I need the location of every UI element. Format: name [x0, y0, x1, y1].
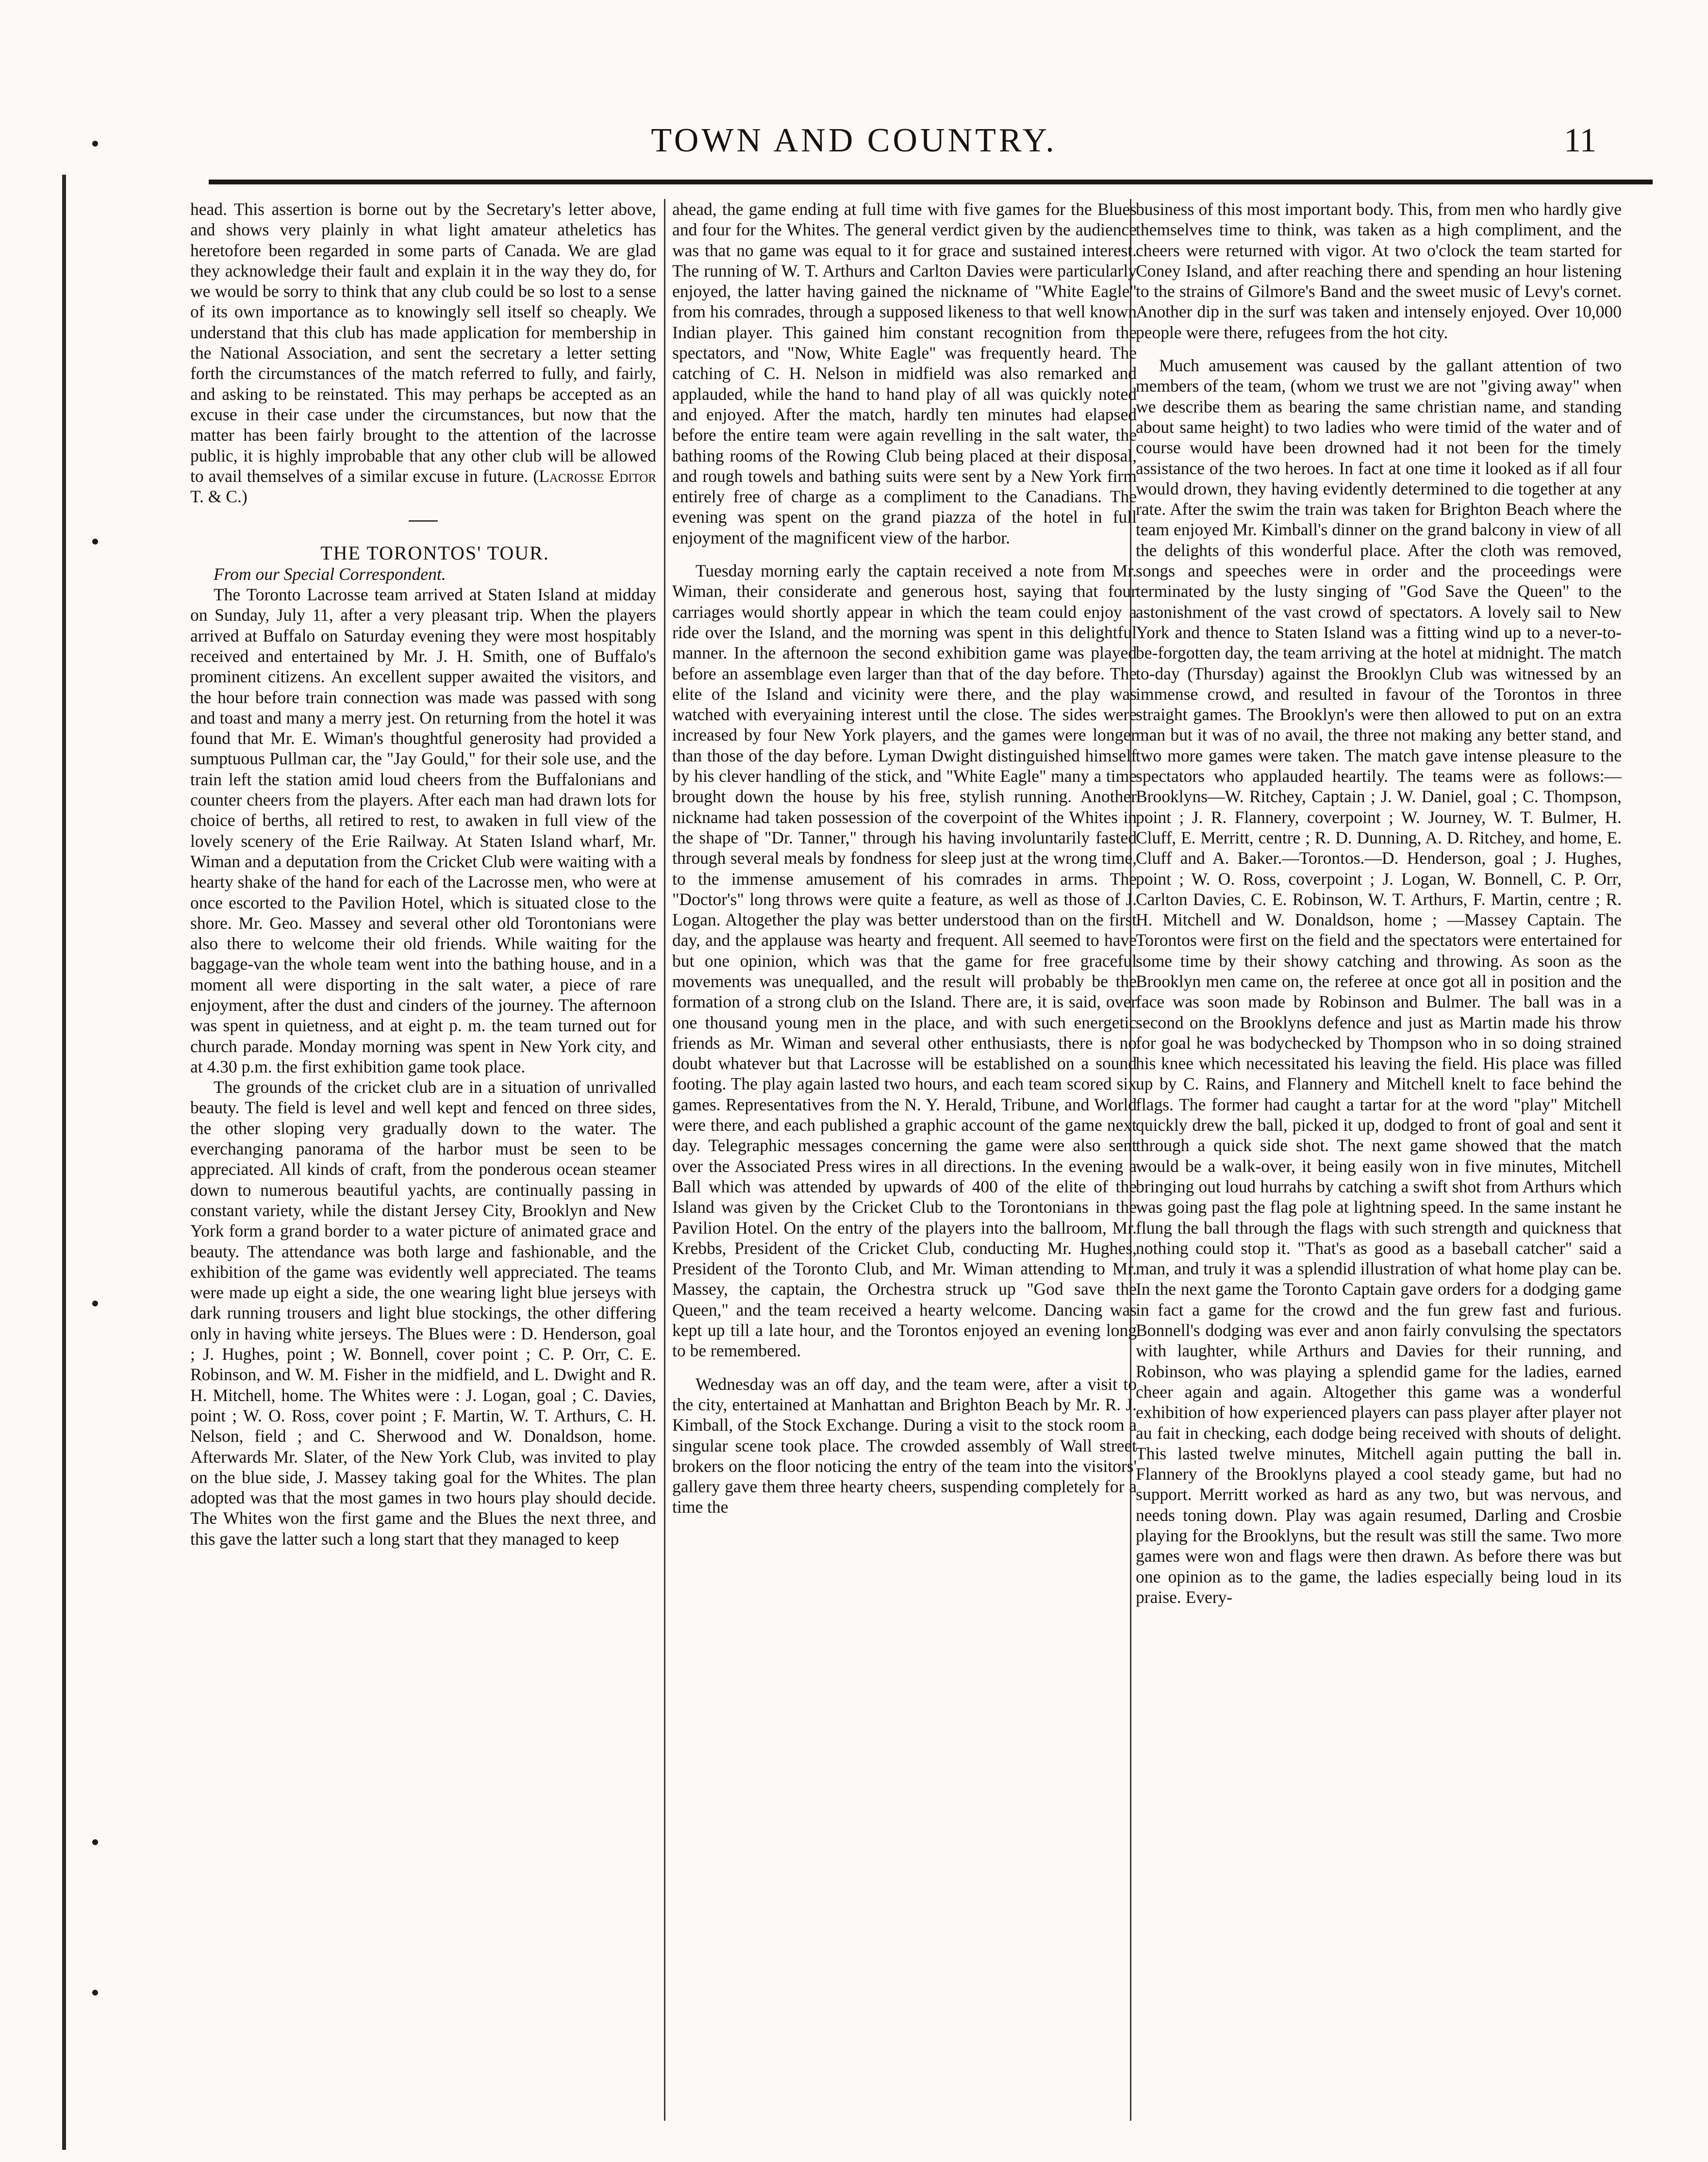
margin-mark [92, 539, 98, 545]
column-3 [1136, 199, 1622, 1607]
binding-edge [62, 175, 66, 2150]
article-paragraph: The grounds of the cricket club are in a situation of unrivalled beauty. The field is level and well kept and fenced on three sides, the other sloping very gradually down to the water. The everchanging panorama of the harbor must be seen to be appreciated. All kinds of craft, from the ponderous ocean steamer down to numerous beautiful yachts, are continually passing in constant variety, while the distant Jersey City, Brooklyn and New York form a grand border to a water picture of animated grace and beauty. The attendance was both large and fashionable, and the exhibition of the game was evidently well appreciated. The teams were made up eight a side, the one wearing light blue jerseys with dark running trousers and light blue stockings, the other differing only in having white jerseys. The Blues were : D. Henderson, goal ; J. Hughes, point ; W. Bonnell, cover point ; C. P. Orr, C. E. Robinson, and W. M. Fisher in the midfield, and L. Dwight and R. H. Mitchell, home. The Whites were : J. Logan, goal ; C. Davies, point ; W. O. Ross, cover point ; F. Martin, W. T. Arthurs, C. H. Nelson, field ; and C. Sherwood and W. Donaldson, home. Afterwards Mr. Slater, of the New York Club, was invited to play on the blue side, J. Massey taking goal for the Whites. The plan adopted was that the most games in two hours play should decide. The Whites won the first game and the Blues the next three, and this gave the latter such a long start that they managed to keep [190, 1077, 656, 1549]
page-masthead: TOWN AND COUNTRY. [651, 122, 1057, 159]
header-rule [209, 180, 1653, 184]
section-separator [409, 520, 438, 522]
article-paragraph: ahead, the game ending at full time with five games for the Blues and four for the Whites. The general verdict given by the audience was that no game was equal to it for grace and sustained interest. The running of W. T. Arthurs and Carlton Davies were particularly enjoyed, the latter having gained the nickname of "White Eagle" from his comrades, through a supposed likeness to that well known Indian player. This gained him constant recognition from the spectators, and "Now, White Eagle" was frequently heard. The catching of C. H. Nelson in midfield was also remarked and applauded, while the hand to hand play of all was quickly noted and enjoyed. After the match, hardly ten minutes had elapsed before the entire team were again revelling in the salt water, the bathing rooms of the Rowing Club being placed at their disposal, and rough towels and bathing suits were sent by a New York firm entirely free of charge as a compliment to the Canadians. The evening was spent on the grand piazza of the hotel in full enjoyment of the magnificent view of the harbor. [672, 199, 1137, 547]
article-paragraph [190, 199, 656, 507]
article-paragraph: Wednesday was an off day, and the team were, after a visit to the city, entertained at Manhattan and Brighton Beach by Mr. R. J. Kimball, of the Stock Exchange. During a visit to the stock room a singular scene took place. The crowded assembly of Wall street brokers on the floor noticing the entry of the team into the visitors' gallery gave them three hearty cheers, suspending completely for a time the [672, 1374, 1137, 1517]
article-heading: THE TORONTOS' TOUR. [320, 542, 549, 564]
paragraph-text: head. This assertion is borne out by the Secretary's letter above, and shows very plainly in what light amateur atheletics has heretofore been regarded in some parts of Canada. We are glad they acknowledge their fault and explain it in the way they do, for we would be sorry to think that any club could be so lost to a sense of its own importance as to knowingly sell itself so cheaply. We understand that this club has made application for membership in the National Association, and sent the secretary a letter setting forth the circumstances of the match referred to fully, and fairly, and asking to be reinstated. This may perhaps be accepted as an excuse in their case under the circumstances, but now that the matter has been fairly brought to the attention of the lacrosse public, it is highly improbable that any other club will be allowed to avail themselves of a similar excuse in future. [190, 199, 656, 486]
article-paragraph: Much amusement was caused by the gallant attention of two members of the team, (whom we trust we are not "giving away" when we describe them as bearing the same christian name, and standing about same height) to two ladies who were timid of the water and of course would have been drowned had it not been for the timely assistance of the two heroes. In fact at one time it looked as if all four would drown, they having evidently determined to die together at any rate. After the swim the train was taken for Brighton Beach where the team enjoyed Mr. Kimball's dinner on the grand balcony in view of all the delights of this wonderful place. After the cloth was removed, songs and speeches were in order and the proceedings were terminated by the lusty singing of "God Save the Queen" to the astonishment of the vast crowd of spectators. A lovely sail to New York and thence to Staten Island was a fitting wind up to a never-to-be-forgotten day, the team arriving at the hotel at midnight. The match to-day (Thursday) against the Brooklyn Club was witnessed by an immense crowd, and resulted in favour of the Torontos in three straight games. The Brooklyn's were then allowed to put on an extra man but it was of no avail, the three not making any better stand, and two more games were taken. The match gave intense pleasure to the spectators who applauded heartily. The teams were as follows:—Brooklyns—W. Ritchey, Captain ; J. W. Daniel, goal ; C. Thompson, point ; J. R. Flannery, coverpoint ; W. Journey, W. T. Bulmer, H. Cluff, E. Merritt, centre ; R. D. Dunning, A. D. Ritchey, and home, E. Cluff and A. Baker.—Torontos.—D. Henderson, goal ; J. Hughes, point ; W. O. Ross, coverpoint ; J. Logan, W. Bonnell, C. P. Orr, Carlton Davies, C. E. Robinson, W. T. Arthurs, F. Martin, centre ; R. H. Mitchell and W. Donaldson, home ; —Massey Captain. The Torontos were first on the field and the spectators were entertained for some time by their showy catching and throwing. As soon as the Brooklyn men came on, the referee at once got all in position and the face was soon made by Robinson and Bulmer. The ball was in a second on the Brooklyns defence and just as Martin made his throw for goal he was bodychecked by Thompson who in so doing strained his knee which necessitated his leaving the field. His place was filled up by C. Rains, and Flannery and Mitchell knelt to face behind the flags. The former had caught a tartar for at the word "play" Mitchell quickly drew the ball, picked it up, dodged to front of goal and sent it through a quick side shot. The next game showed that the match would be a walk-over, it being easily won in five minutes, Mitchell bringing out loud hurrahs by catching a swift shot from Arthurs which was going past the flag pole at lightning speed. In the same instant he flung the ball through the flags with such strength and quickness that nothing could stop it. "That's as good as a baseball catcher" said a man, and truly it was a splendid illustration of what home play can be. In the next game the Toronto Captain gave orders for a dodging game in fact a game for the crowd and the fun grew fast and furious. Bonnell's dodging was ever and anon fairly convulsing the spectators with laughter, while Arthurs and Davies for their running, and Robinson, who was playing a splendid game for the ladies, earned cheer again and again. Altogether this game was a wonderful exhibition of how experienced players can pass player after player not au fait in checking, each dodge being received with shouts of delight. This lasted twelve minutes, Mitchell again putting the ball in. Flannery of the Brooklyns played a cool steady game, but had no support. Merritt worked as hard as any two, but was nervous, and needs toning down. Play was again resumed, Darling and Crosbie playing for the Brooklyns, but the result was still the same. Two more games were won and flags were then drawn. As before there was but one opinion as to the game, the ladies especially being loud in its praise. Every- [1136, 356, 1622, 1607]
margin-mark [92, 1839, 98, 1845]
article-paragraph: business of this most important body. This, from men who hardly give themselves time to think, was taken as a high compliment, and the cheers were returned with vigor. At two o'clock the team started for Coney Island, and after reaching there and spending an hour listening to the strains of Gilmore's Band and the sweet music of Levy's cornet. Another dip in the surf was taken and intensely enjoyed. Over 10,000 people were there, refugees from the hot city. [1136, 199, 1622, 342]
page-number: 11 [1564, 122, 1597, 159]
editor-signature: (Lacrosse Editor T. & C.) [190, 466, 657, 507]
margin-mark [92, 1990, 98, 1996]
column-divider [664, 199, 665, 2121]
column-1 [190, 199, 656, 1549]
margin-mark [92, 1301, 98, 1306]
column-2 [672, 199, 1137, 1518]
article-paragraph: Tuesday morning early the captain received a note from Mr. Wiman, their considerate and generous host, saying that four carriages would shortly appear in which the team could enjoy a ride over the Island, and the morning was spent in this delightful manner. In the afternoon the second exhibition game was played before an assemblage even larger than that of the day before. The elite of the Island and vicinity were there, and the play was watched with everyaining interest until the close. The sides were increased by four New York players, and the games were longer than those of the day before. Lyman Dwight distinguished himself by his clever handling of the stick, and "White Eagle" many a time brought down the house by his free, stylish running. Another nickname had taken possession of the coverpoint of the Whites in the shape of "Dr. Tanner," through his having involuntarily fasted through several meals by fondness for sleep just at the wrong time, to the immense amusement of his comrades in arms. The "Doctor's" long throws were quite a feature, as well as those of J. Logan. Altogether the play was better understood than on the first day, and the applause was hearty and frequent. All seemed to have but one opinion, which was that the game for free graceful movements was unequalled, and the result will probably be the formation of a strong club on the Island. There are, it is said, over one thousand young men in the place, and with such energetic friends as Mr. Wiman and several other enthusiasts, there is no doubt whatever but that Lacrosse will be established on a sound footing. The play again lasted two hours, and each team scored six games. Representatives from the N. Y. Herald, Tribune, and World were there, and each published a graphic account of the game next day. Telegraphic messages concerning the game were also sent over the Associated Press wires in all directions. In the evening a Ball which was attended by upwards of 400 of the elite of the Island was given by the Cricket Club to the Torontonians in the Pavilion Hotel. On the entry of the players into the ballroom, Mr. Krebbs, President of the Cricket Club, conducting Mr. Hughes, President of the Toronto Club, and Mr. Wiman attending to Mr. Massey, the captain, the Orchestra struck up "God save the Queen," and the team received a hearty welcome. Dancing was kept up till a late hour, and the Torontos enjoyed an evening long to be remembered. [672, 561, 1137, 1361]
article-byline: From our Special Correspondent. [214, 564, 446, 584]
article-paragraph: The Toronto Lacrosse team arrived at Staten Island at midday on Sunday, July 11, after a very pleasant trip. When the players arrived at Buffalo on Saturday evening they were most hospitably received and entertained by Mr. J. H. Smith, one of Buffalo's prominent citizens. An excellent supper awaited the visitors, and the hour before train connection was made was passed with song and toast and many a merry jest. On returning from the hotel it was found that Mr. E. Wiman's thoughtful generosity had provided a sumptuous Pullman car, the "Jay Gould," for their sole use, and the train left the station amid loud cheers from the Buffalonians and counter cheers from the players. After each man had drawn lots for choice of berths, all retired to rest, to awaken in full view of the lovely scenery of the Erie Railway. At Staten Island wharf, Mr. Wiman and a deputation from the Cricket Club were waiting with a hearty shake of the hand for each of the Lacrosse men, who were at once escorted to the Pavilion Hotel, which is situated close to the shore. Mr. Geo. Massey and several other old Torontonians were also there to welcome their old friends. While waiting for the baggage-van the whole team went into the bathing house, and in a moment all were disporting in the salt water, a piece of rare enjoyment, after the dust and cinders of the journey. The afternoon was spent in quietness, and at eight p. m. the team turned out for church parade. Monday morning was spent in New York city, and at 4.30 p.m. the first exhibition game took place. [190, 585, 656, 1076]
